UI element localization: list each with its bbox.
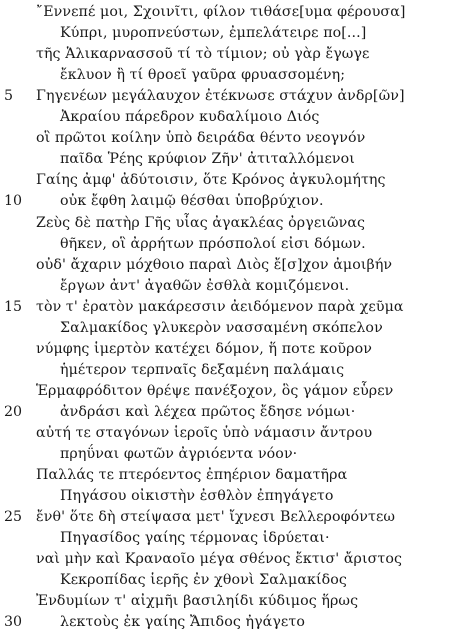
verse-text: ναὶ μὴν καὶ Κραναοῖο μέγα σθένος ἔκτισ' ἄριστος [36, 551, 403, 568]
verse-text: ἔνθ' ὅτε δὴ στείψασα μετ' ἴχνεσι Βελλεροφόντεω [36, 509, 396, 526]
verse-text: Παλλάς τε πτερόεντος ἐπηέριον δαματῆρα [36, 467, 348, 484]
verse-text: Κύπρι, μυροπνεύστων, ἐμπελάτειρε πο[...] [60, 25, 367, 42]
poem-line [0, 170, 450, 191]
verse-text: τῆς Ἁλικαρνασσοῦ τί τὸ τίμιον; οὐ γὰρ ἔγωγε [36, 46, 370, 63]
poem-line [0, 107, 450, 128]
poem-line [0, 297, 450, 318]
poem-line [0, 276, 450, 297]
poem-line [0, 444, 450, 465]
poem-line [0, 149, 450, 170]
verse-text: Ἐνδυμίων τ' αἰχμῆι βασιληίδι κύδιμος ἥρως [36, 593, 359, 610]
verse-text: παῖδα Ῥέης κρύφιον Ζῆν' ἀτιταλλόμενοι [60, 151, 355, 168]
verse-text: αὐτή τε σταγόνων ἱεροῖς ὑπὸ νάμασιν ἄντρου [36, 425, 373, 441]
line-number: 10 [4, 193, 23, 210]
poem-line [0, 486, 450, 507]
poem-line [0, 465, 450, 486]
poem-line [0, 339, 450, 360]
poem-line [0, 402, 450, 423]
poem-line [0, 2, 450, 23]
poem-line [0, 612, 450, 633]
poem-line [0, 128, 450, 149]
verse-text: ἔκλυον ἢ τί θροεῖ γαῦρα φρυασσομένη; [60, 67, 346, 84]
verse-text: Ἑρμαφρόδιτον θρέψε πανέξοχον, ὃς γάμον εὗρεν [36, 382, 394, 399]
verse-text: οὐκ ἔφθη λαιμῷ θέσθαι ὑποβρύχιον. [60, 193, 324, 210]
line-number: 30 [4, 614, 23, 631]
poem-line [0, 570, 450, 591]
poem-line [0, 44, 450, 65]
poem-line [0, 381, 450, 402]
verse-text: οὐδ' ἄχαριν μόχθοιο παραὶ Διὸς ἔ[σ]χον ἀμοιβήν [36, 256, 393, 273]
poem-line [0, 191, 450, 212]
poem-line [0, 23, 450, 44]
poem-line [0, 86, 450, 107]
poem-line [0, 360, 450, 381]
verse-text: Ἀκραίου πάρεδρον κυδαλίμοιο Διός [60, 109, 320, 126]
verse-text: Ζεὺς δὲ πατὴρ Γῆς υἷας ἀγακλέας ὀργειῶνας [36, 214, 366, 231]
verse-text: τὸν τ' ἐρατὸν μακάρεσσιν ἀειδόμενον παρὰ χεῦμα [36, 298, 404, 315]
verse-text: ἀνδράσι καὶ λέχεα πρῶτος ἔδησε νόμωι· [60, 403, 356, 420]
verse-text: θῆκεν, οἳ ἀρρήτων πρόσπολοί εἰσι δόμων. [60, 235, 366, 252]
poem-line [0, 213, 450, 234]
verse-text: Σαλμακίδος γλυκερὸν νασσαμένη σκόπελον [60, 319, 383, 336]
verse-text: Πηγασίδος γαίης τέρμονας ἱδρύεται· [60, 530, 330, 547]
poem-line [0, 255, 450, 276]
verse-text: νύμφης ἱμερτὸν κατέχει δόμον, ἥ ποτε κοῦρον [36, 340, 372, 357]
poem-line [0, 507, 450, 528]
line-number: 25 [4, 509, 23, 526]
verse-text: Κεκροπίδας ἱερῆς ἐν χθονὶ Σαλμακίδος [60, 572, 347, 589]
poem-line [0, 528, 450, 549]
verse-text: ἡμέτερον τερπναῖς δεξαμένη παλάμαις [60, 361, 345, 378]
poem-line [0, 423, 450, 444]
line-number: 5 [4, 88, 14, 105]
verse-text: λεκτοὺς ἐκ γαίης Ἄπιδος ἠγάγετο [60, 614, 305, 631]
verse-text: Πηγάσου οἰκιστὴν ἐσθλὸν ἐπηγάγετο [60, 488, 334, 505]
verse-text: Γαίης ἀμφ' ἀδύτοισιν, ὅτε Κρόνος ἀγκυλομήτης [36, 172, 386, 189]
line-number: 20 [4, 403, 23, 420]
poem-line [0, 591, 450, 612]
line-number: 15 [4, 298, 23, 315]
verse-text: οἳ πρῶτοι κοίλην ὑπὸ δειράδα θέντο νεογνόν [36, 130, 366, 147]
poem-line [0, 318, 450, 339]
poem-line [0, 234, 450, 255]
verse-text: ῎Εννεπέ μοι, Σχοινῖτι, φίλον τιθάσε[υμα φέρουσα] [36, 4, 406, 20]
poem-line [0, 65, 450, 86]
verse-text: ἔργων ἀντ' ἀγαθῶν ἐσθλὰ κομιζόμενοι. [60, 277, 350, 294]
poem-line [0, 549, 450, 570]
verse-text: Γηγενέων μεγάλαυχον ἐτέκνωσε στάχυν ἀνδρ[ῶν] [36, 88, 405, 105]
verse-text: πρηΰναι φωτῶν ἀγριόεντα νόον· [60, 446, 298, 463]
